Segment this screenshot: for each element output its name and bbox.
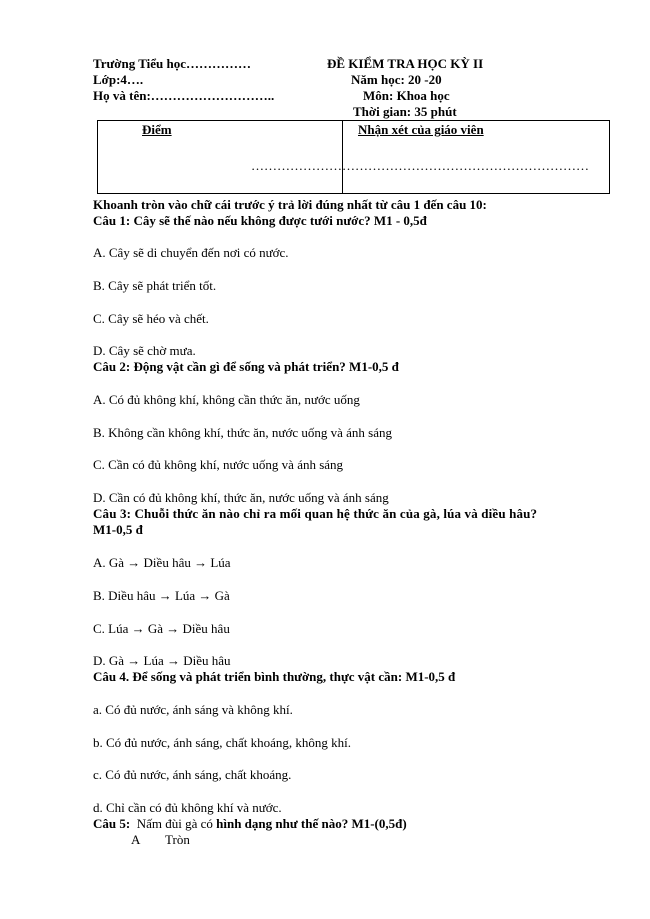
question-3-option-b[interactable]: B. Diều hâu → Lúa → Gà xyxy=(93,588,230,603)
question-5 xyxy=(93,816,407,831)
grade-box xyxy=(97,120,610,194)
exam-title: ĐỀ KIỂM TRA HỌC KỲ II xyxy=(327,56,484,71)
question-3-option-a[interactable]: A. Gà → Diều hâu → Lúa xyxy=(93,555,231,570)
question-3-option-c[interactable]: C. Lúa → Gà → Diều hâu xyxy=(93,621,230,636)
question-1-option-c[interactable]: C. Cây sẽ héo và chết. xyxy=(93,311,209,326)
student-name-field: Họ và tên:……………………….. xyxy=(93,88,275,103)
class-field: Lớp:4…. xyxy=(93,72,144,87)
question-1: Câu 1: Cây sẽ thế nào nếu không được tưới nước? M1 - 0,5đ xyxy=(93,213,427,228)
question-5-text: Nấm đùi gà có xyxy=(136,816,213,831)
teacher-comment-dots: …………………………………………………………………… xyxy=(251,158,589,173)
instructions: Khoanh tròn vào chữ cái trước ý trả lời đúng nhất từ câu 1 đến câu 10: xyxy=(93,197,487,212)
question-4-option-b[interactable]: b. Có đủ nước, ánh sáng, chất khoáng, không khí. xyxy=(93,735,351,750)
question-4-option-a[interactable]: a. Có đủ nước, ánh sáng và không khí. xyxy=(93,702,293,717)
question-3-score: M1-0,5 đ xyxy=(93,522,143,537)
question-2-option-a[interactable]: A. Có đủ không khí, không cần thức ăn, nước uống xyxy=(93,392,360,407)
question-4-option-c[interactable]: c. Có đủ nước, ánh sáng, chất khoáng. xyxy=(93,767,292,782)
question-1-option-d[interactable]: D. Cây sẽ chờ mưa. xyxy=(93,343,196,358)
question-4-option-d[interactable]: d. Chỉ cần có đủ không khí và nước. xyxy=(93,800,282,815)
question-5-text-bold: hình dạng như thế nào? M1-(0,5đ) xyxy=(216,816,407,831)
question-3: Câu 3: Chuỗi thức ăn nào chỉ ra mối quan hệ thức ăn của gà, lúa và diều hâu? xyxy=(93,506,538,521)
question-2: Câu 2: Động vật cần gì để sống và phát triển? M1-0,5 đ xyxy=(93,359,399,374)
score-label: Điểm xyxy=(142,122,172,137)
teacher-comment-label: Nhận xét của giáo viên xyxy=(358,122,484,137)
subject: Môn: Khoa học xyxy=(363,88,450,103)
grade-box-divider xyxy=(342,121,343,193)
question-2-option-b[interactable]: B. Không cần không khí, thức ăn, nước uống và ánh sáng xyxy=(93,425,392,440)
duration: Thời gian: 35 phút xyxy=(353,104,457,119)
question-2-option-c[interactable]: C. Cần có đủ không khí, nước uống và ánh sáng xyxy=(93,457,344,472)
question-1-option-a[interactable]: A. Cây sẽ di chuyển đến nơi có nước. xyxy=(93,245,289,260)
question-4: Câu 4. Để sống và phát triển bình thường, thực vật cần: M1-0,5 đ xyxy=(93,669,456,684)
question-5-prefix: Câu 5: xyxy=(93,816,131,831)
question-2-option-d[interactable]: D. Cần có đủ không khí, thức ăn, nước uống và ánh sáng xyxy=(93,490,389,505)
question-1-option-b[interactable]: B. Cây sẽ phát triển tốt. xyxy=(93,278,217,293)
school-name: Trường Tiểu học…………… xyxy=(93,56,252,71)
question-3-option-d[interactable]: D. Gà → Lúa → Diều hâu xyxy=(93,653,231,668)
question-5-option-a-text[interactable]: Tròn xyxy=(165,832,190,847)
question-5-option-a-letter[interactable]: A xyxy=(131,832,141,847)
school-year: Năm học: 20 -20 xyxy=(351,72,442,87)
